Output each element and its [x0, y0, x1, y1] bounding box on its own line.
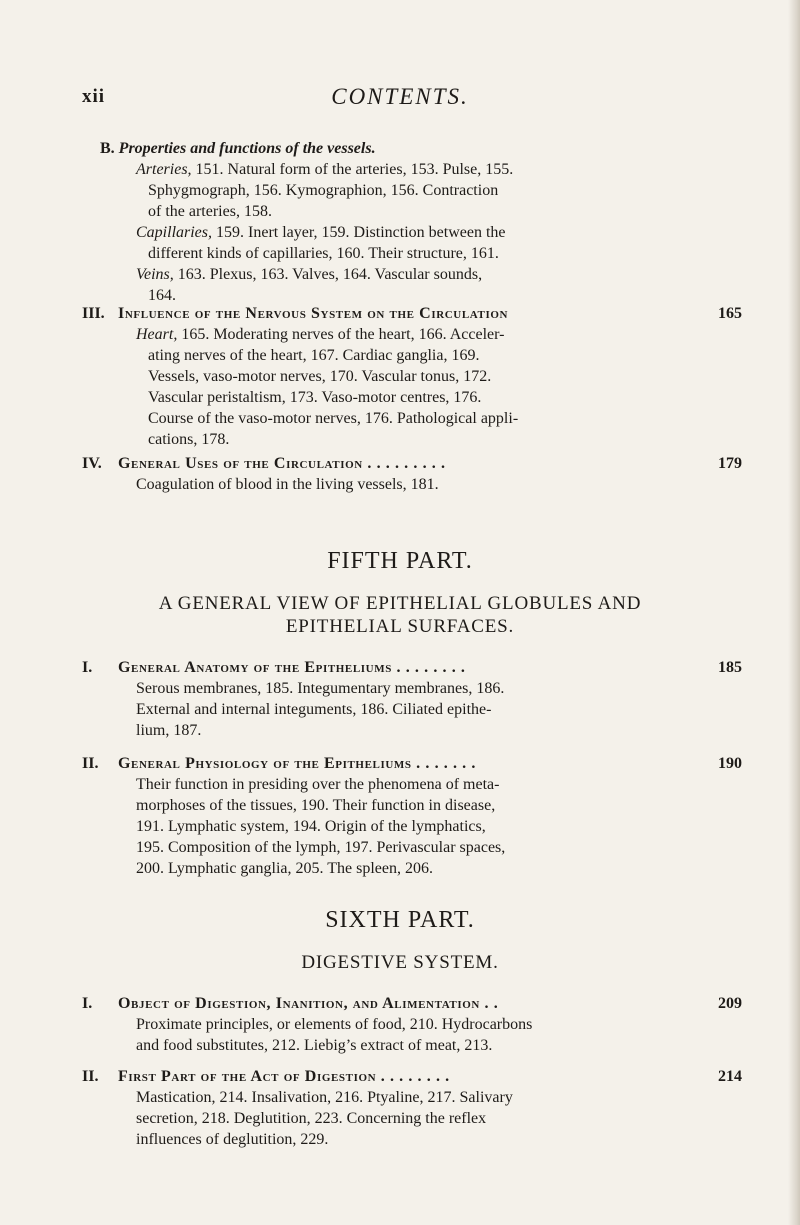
fifth-section-ii-line: 195. Composition of the lymph, 197. Perivascular spaces, [136, 839, 506, 856]
section-iii-page: 165 [718, 305, 742, 322]
sixth-section-ii-number: II. [82, 1068, 99, 1085]
section-iii-line [148, 387, 742, 408]
section-b-line [148, 201, 740, 222]
fifth-section-i-page: 185 [718, 659, 742, 676]
fifth-section-ii-line: 191. Lymphatic system, 194. Origin of the lymphatics, [136, 818, 486, 835]
fifth-section-ii-title: General Physiology of the Epitheliums . . . . . . . [118, 755, 476, 772]
sixth-section-i [82, 993, 742, 1056]
fifth-section-i-number: I. [82, 659, 93, 676]
page-folio: xii [82, 86, 106, 107]
section-b [100, 138, 740, 306]
fifth-section-i-body [82, 678, 742, 741]
sixth-part-title: SIXTH PART. [325, 907, 475, 933]
page-header [0, 80, 800, 114]
section-iii-text: cations, 178. [148, 431, 230, 448]
section-b-line [136, 222, 740, 243]
fifth-section-i-heading [82, 657, 742, 678]
section-iii-text: ating nerves of the heart, 167. Cardiac ganglia, 169. [148, 347, 480, 364]
section-iii-body [82, 324, 742, 450]
sixth-section-ii-line: influences of deglutition, 229. [136, 1131, 329, 1148]
fifth-section-ii-page: 190 [718, 755, 742, 772]
fifth-section-ii-number: II. [82, 755, 99, 772]
section-b-line [136, 264, 740, 285]
fifth-section-ii-line: 200. Lymphatic ganglia, 205. The spleen, 206. [136, 860, 433, 877]
section-iii [82, 303, 742, 450]
sixth-section-ii [82, 1066, 742, 1150]
section-iii-text: Course of the vaso-motor nerves, 176. Pathological appli- [148, 410, 519, 427]
sixth-section-i-title: Object of Digestion, Inanition, and Alimentation . . [118, 995, 499, 1012]
section-iv-title: General Uses of the Circulation . . . . . . . . . [118, 455, 446, 472]
section-b-text: 164. [148, 287, 176, 304]
section-iv-line: Coagulation of blood in the living vessels, 181. [136, 476, 439, 493]
section-b-text: 163. Plexus, 163. Valves, 164. Vascular sounds, [173, 266, 483, 283]
sixth-section-i-line: and food substitutes, 212. Liebig’s extract of meat, 213. [136, 1037, 493, 1054]
sixth-section-ii-heading [82, 1066, 742, 1087]
fifth-part-subtitle-1: A GENERAL VIEW OF EPITHELIAL GLOBULES AND [158, 593, 642, 614]
section-b-text: 151. Natural form of the arteries, 153. Pulse, 155. [191, 161, 514, 178]
fifth-section-ii-body [82, 774, 742, 879]
section-iii-line [136, 324, 742, 345]
section-b-label: B. [100, 140, 115, 157]
sixth-section-ii-line: Mastication, 214. Insalivation, 216. Ptyaline, 217. Salivary [136, 1089, 513, 1106]
sixth-section-i-heading [82, 993, 742, 1014]
fifth-part-subtitle-2: EPITHELIAL SURFACES. [285, 616, 515, 637]
section-b-text: different kinds of capillaries, 160. Their structure, 161. [148, 245, 499, 262]
fifth-section-ii-heading [82, 753, 742, 774]
fifth-section-i-line: External and internal integuments, 186. Ciliated epithe- [136, 701, 492, 718]
section-b-topic: Arteries, [136, 161, 192, 178]
sixth-section-i-body [82, 1014, 742, 1056]
section-b-topic: Veins, [136, 266, 174, 283]
section-b-title: Properties and functions of the vessels. [118, 140, 376, 157]
sixth-section-ii-title: First Part of the Act of Digestion . . . . . . . . [118, 1068, 450, 1085]
section-iii-number: III. [82, 305, 105, 322]
sixth-section-i-page: 209 [718, 995, 742, 1012]
section-b-text: of the arteries, 158. [148, 203, 272, 220]
sixth-section-ii-page: 214 [718, 1068, 742, 1085]
fifth-section-ii [82, 753, 742, 879]
section-iii-title: Influence of the Nervous System on the Circulation [118, 305, 509, 322]
fifth-section-i [82, 657, 742, 741]
section-b-text: 159. Inert layer, 159. Distinction between the [212, 224, 506, 241]
section-iii-line [148, 408, 742, 429]
section-iv [82, 453, 742, 495]
section-iii-topic: Heart, [136, 326, 178, 343]
running-head: CONTENTS. [331, 84, 469, 109]
sixth-section-i-number: I. [82, 995, 93, 1012]
fifth-section-ii-line: morphoses of the tissues, 190. Their function in disease, [136, 797, 496, 814]
section-b-topic: Capillaries, [136, 224, 213, 241]
sixth-section-ii-body [82, 1087, 742, 1150]
section-iv-heading [82, 453, 742, 474]
section-iii-text: Vessels, vaso-motor nerves, 170. Vascular tonus, 172. [148, 368, 492, 385]
section-b-body [100, 159, 740, 306]
sixth-part-subtitle: DIGESTIVE SYSTEM. [301, 952, 499, 973]
sixth-section-i-line: Proximate principles, or elements of food, 210. Hydrocarbons [136, 1016, 533, 1033]
section-iii-line [148, 366, 742, 387]
section-iv-page: 179 [718, 455, 742, 472]
section-iii-heading [82, 303, 742, 324]
section-iv-number: IV. [82, 455, 102, 472]
section-b-text: Sphygmograph, 156. Kymographion, 156. Contraction [148, 182, 499, 199]
section-b-line [148, 180, 740, 201]
section-b-line [136, 159, 740, 180]
section-b-heading [100, 138, 740, 159]
fifth-section-i-line: lium, 187. [136, 722, 202, 739]
sixth-section-ii-line: secretion, 218. Deglutition, 223. Concerning the reflex [136, 1110, 487, 1127]
section-b-line [148, 243, 740, 264]
section-iii-text: Vascular peristaltism, 173. Vaso-motor centres, 176. [148, 389, 482, 406]
fifth-section-i-line: Serous membranes, 185. Integumentary membranes, 186. [136, 680, 505, 697]
section-iii-line [148, 429, 742, 450]
section-iii-line [148, 345, 742, 366]
fifth-part-title: FIFTH PART. [327, 548, 473, 574]
fifth-section-i-title: General Anatomy of the Epitheliums . . . . . . . . [118, 659, 466, 676]
section-iii-text: 165. Moderating nerves of the heart, 166. Acceler- [177, 326, 505, 343]
section-iv-body [82, 474, 742, 495]
fifth-section-ii-line: Their function in presiding over the phenomena of meta- [136, 776, 500, 793]
